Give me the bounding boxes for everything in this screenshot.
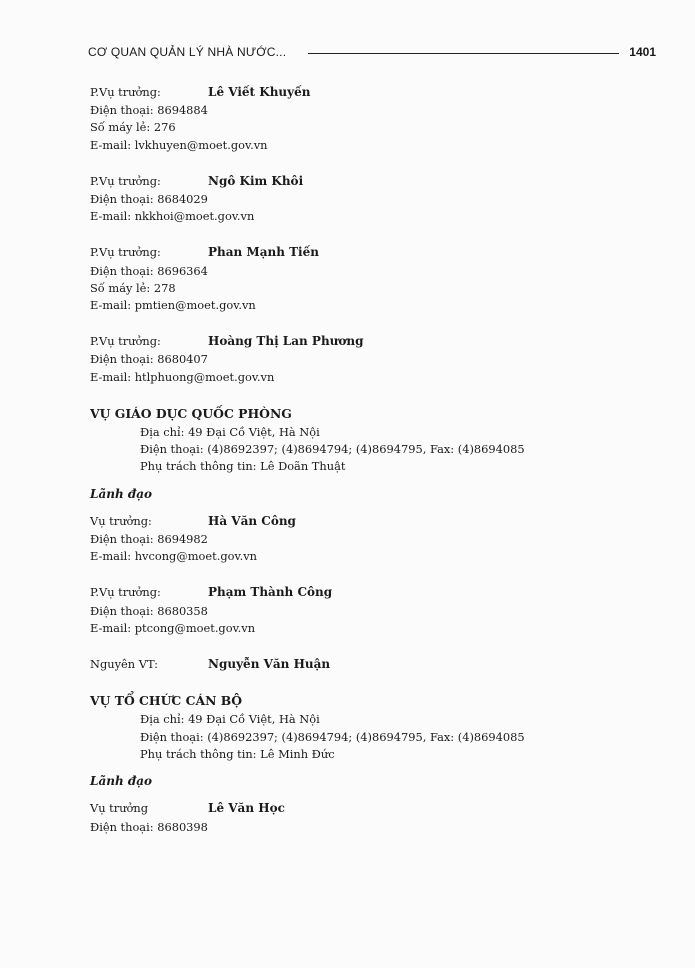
staff-name: Phạm Thành Công xyxy=(208,585,333,600)
role-line xyxy=(90,84,650,101)
contact-line: Điện thoại: 8694884 xyxy=(90,103,208,118)
staff-role: P.Vụ trưởng: xyxy=(90,173,161,188)
staff-name: Hà Văn Công xyxy=(208,513,296,528)
address-line: Phụ trách thông tin: Lê Doãn Thuật xyxy=(140,459,346,474)
staff-entry xyxy=(90,656,650,673)
staff-name: Nguyễn Văn Huận xyxy=(208,657,331,672)
page-number: 1401 xyxy=(629,45,656,59)
staff-entry xyxy=(90,513,650,566)
staff-role: P.Vụ trưởng: xyxy=(90,585,161,600)
role-line xyxy=(90,244,650,261)
address-block xyxy=(90,424,650,476)
staff-entry xyxy=(90,800,650,835)
staff-role: Vụ trưởng: xyxy=(90,513,152,528)
address-line: Địa chỉ: 49 Đại Cồ Việt, Hà Nội xyxy=(140,425,320,440)
role-line xyxy=(90,173,650,190)
staff-entry xyxy=(90,333,650,386)
staff-entry xyxy=(90,244,650,314)
running-head: CƠ QUAN QUẢN LÝ NHÀ NƯỚC... xyxy=(88,45,287,59)
staff-name: Lê Viết Khuyến xyxy=(208,85,311,99)
contact-line: Số máy lẻ: 276 xyxy=(90,120,176,135)
staff-entry xyxy=(90,584,650,637)
section-title: VỤ GIÁO DỤC QUỐC PHÒNG xyxy=(90,405,292,421)
staff-role: P.Vụ trưởng: xyxy=(90,334,161,349)
contact-line: E-mail: htlphuong@moet.gov.vn xyxy=(90,369,275,384)
entries-top xyxy=(90,84,650,386)
subhead-lanh-dao: Lãnh đạo xyxy=(90,774,153,789)
section-entries xyxy=(90,513,650,673)
contact-line: Điện thoại: 8696364 xyxy=(90,263,208,278)
contact-line: E-mail: ptcong@moet.gov.vn xyxy=(90,620,256,635)
address-block xyxy=(90,711,650,763)
staff-name: Lê Văn Học xyxy=(208,801,285,816)
address-line: Điện thoại: (4)8692397; (4)8694794; (4)8694795, Fax: (4)8694085 xyxy=(140,729,525,744)
role-line xyxy=(90,800,650,817)
role-line xyxy=(90,513,650,530)
contact-line: E-mail: hvcong@moet.gov.vn xyxy=(90,549,257,564)
staff-role: P.Vụ trưởng: xyxy=(90,85,161,99)
contact-line: E-mail: pmtien@moet.gov.vn xyxy=(90,298,256,313)
contact-line: E-mail: nkkhoi@moet.gov.vn xyxy=(90,209,255,224)
subhead-lanh-dao: Lãnh đạo xyxy=(90,486,153,501)
address-line: Địa chỉ: 49 Đại Cồ Việt, Hà Nội xyxy=(140,712,320,727)
staff-name: Phan Mạnh Tiến xyxy=(208,245,319,260)
contact-line: Điện thoại: 8680398 xyxy=(90,819,208,834)
role-line xyxy=(90,333,650,350)
role-line xyxy=(90,656,650,673)
address-line: Điện thoại: (4)8692397; (4)8694794; (4)8694795, Fax: (4)8694085 xyxy=(140,442,525,457)
role-line xyxy=(90,584,650,601)
staff-role: P.Vụ trưởng: xyxy=(90,245,161,260)
staff-entry xyxy=(90,84,650,154)
staff-name: Ngô Kim Khôi xyxy=(208,173,304,188)
contact-line: Điện thoại: 8680407 xyxy=(90,352,208,367)
staff-role: Nguyên VT: xyxy=(90,657,158,672)
header-rule xyxy=(308,53,619,54)
staff-entry xyxy=(90,173,650,226)
contact-line: Điện thoại: 8684029 xyxy=(90,192,208,207)
staff-name: Hoàng Thị Lan Phương xyxy=(208,334,364,349)
address-line: Phụ trách thông tin: Lê Minh Đức xyxy=(140,746,335,761)
contact-line: Điện thoại: 8694982 xyxy=(90,532,208,547)
section-title: VỤ TỔ CHỨC CÁN BỘ xyxy=(90,693,242,709)
section-giao-duc-quoc-phong xyxy=(90,405,650,673)
contact-line: Điện thoại: 8680358 xyxy=(90,603,208,618)
staff-role: Vụ trưởng xyxy=(90,801,149,816)
page-content xyxy=(90,84,650,855)
page-header xyxy=(88,42,656,62)
contact-line: E-mail: lvkhuyen@moet.gov.vn xyxy=(90,137,268,152)
section-entries xyxy=(90,800,650,835)
section-to-chuc-can-bo xyxy=(90,692,650,835)
contact-line: Số máy lẻ: 278 xyxy=(90,280,176,295)
